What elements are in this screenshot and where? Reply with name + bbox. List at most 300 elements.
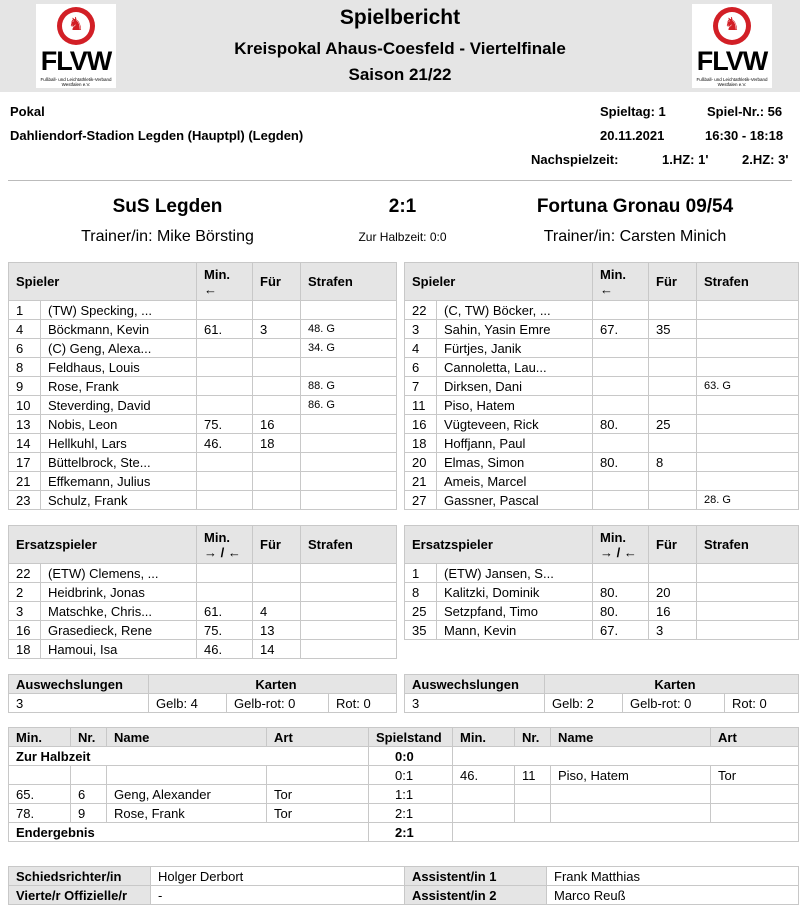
col-header-type: Art — [711, 728, 799, 747]
away-goal-minute — [453, 785, 515, 804]
home-goal-type — [267, 766, 369, 785]
officials-table — [8, 866, 799, 905]
player-penalty: 34. G — [301, 339, 397, 358]
yellow-red-count: Gelb-rot: 0 — [623, 694, 725, 713]
player-for — [253, 583, 301, 602]
player-row — [9, 415, 397, 434]
goal-score: 0:1 — [369, 766, 453, 785]
player-row — [9, 396, 397, 415]
player-penalty — [697, 320, 799, 339]
player-minute: 46. — [197, 434, 253, 453]
player-row — [405, 491, 799, 510]
col-header-min: Min. → / ← — [593, 526, 649, 564]
away-goal-minute: 46. — [453, 766, 515, 785]
logo-text: FLVW — [40, 46, 112, 76]
player-for — [649, 339, 697, 358]
player-name: (C) Geng, Alexa... — [41, 339, 197, 358]
assistant2-label: Assistent/in 2 — [405, 886, 547, 905]
player-penalty — [301, 358, 397, 377]
col-header-penalties: Strafen — [697, 263, 799, 301]
match-number: Spiel-Nr.: 56 — [707, 104, 783, 119]
final-row — [9, 823, 799, 842]
goal-row — [9, 785, 799, 804]
player-minute — [197, 396, 253, 415]
yellow-count: Gelb: 2 — [545, 694, 623, 713]
yellow-red-count: Gelb-rot: 0 — [227, 694, 329, 713]
player-row — [9, 301, 397, 320]
player-row — [9, 583, 397, 602]
player-for — [253, 301, 301, 320]
halftime-label: Zur Halbzeit — [9, 747, 369, 766]
player-for — [649, 358, 697, 377]
player-minute — [593, 564, 649, 583]
page-title: Spielbericht — [339, 6, 461, 29]
player-row — [405, 583, 799, 602]
player-for — [649, 472, 697, 491]
player-number: 8 — [9, 358, 41, 377]
logo-subtitle: Fußball- und Leichtathletik-Verband Westfalen e.V. — [40, 77, 112, 87]
player-penalty — [697, 564, 799, 583]
player-penalty — [697, 453, 799, 472]
halftime-score: Zur Halbzeit: 0:0 — [358, 230, 447, 244]
player-number: 20 — [405, 453, 437, 472]
horse-icon: ♞ — [57, 7, 95, 45]
home-goal-type: Tor — [267, 804, 369, 823]
player-minute: 80. — [593, 583, 649, 602]
goal-score: 2:1 — [369, 804, 453, 823]
away-goal-minute — [453, 804, 515, 823]
player-for — [253, 453, 301, 472]
player-for — [253, 377, 301, 396]
player-for: 16 — [253, 415, 301, 434]
player-number: 1 — [9, 301, 41, 320]
player-row — [9, 358, 397, 377]
player-name: Matschke, Chris... — [41, 602, 197, 621]
home-goal-number — [71, 766, 107, 785]
home-goal-type: Tor — [267, 785, 369, 804]
extra-time-second-half: 2.HZ: 3' — [742, 152, 789, 167]
player-number: 21 — [405, 472, 437, 491]
player-for: 35 — [649, 320, 697, 339]
player-number: 6 — [9, 339, 41, 358]
away-goal-number — [515, 804, 551, 823]
player-for: 8 — [649, 453, 697, 472]
player-minute — [197, 453, 253, 472]
home-goal-minute: 78. — [9, 804, 71, 823]
away-team: Fortuna Gronau 09/54 — [536, 196, 734, 217]
player-name: Elmas, Simon — [437, 453, 593, 472]
col-header-substitutes: Ersatzspieler — [405, 526, 593, 564]
player-row — [405, 434, 799, 453]
player-penalty — [697, 358, 799, 377]
player-name: Fürtjes, Janik — [437, 339, 593, 358]
player-for — [253, 564, 301, 583]
player-penalty — [301, 491, 397, 510]
player-minute: 46. — [197, 640, 253, 659]
away-goal-player — [551, 804, 711, 823]
away-cards-summary — [404, 674, 799, 713]
player-name: (C, TW) Böcker, ... — [437, 301, 593, 320]
player-name: Büttelbrock, Ste... — [41, 453, 197, 472]
away-goal-number — [515, 785, 551, 804]
player-row — [9, 491, 397, 510]
player-for — [649, 301, 697, 320]
logo-text: FLVW — [696, 46, 768, 76]
player-row — [9, 621, 397, 640]
red-count: Rot: 0 — [725, 694, 799, 713]
player-minute — [197, 377, 253, 396]
red-count: Rot: 0 — [329, 694, 397, 713]
fourth-official-label: Vierte/r Offizielle/r — [9, 886, 151, 905]
player-for: 25 — [649, 415, 697, 434]
player-minute — [197, 472, 253, 491]
player-name: Cannoletta, Lau... — [437, 358, 593, 377]
away-players-table — [404, 262, 799, 510]
player-row — [405, 415, 799, 434]
substitution-count: 3 — [9, 694, 149, 713]
player-name: Heidbrink, Jonas — [41, 583, 197, 602]
player-name: Rose, Frank — [41, 377, 197, 396]
season-title: Saison 21/22 — [348, 65, 452, 84]
final-score: 2:1 — [369, 823, 453, 842]
home-players-table — [8, 262, 397, 510]
fourth-official-name: - — [151, 886, 405, 905]
player-penalty — [301, 621, 397, 640]
home-coach: Trainer/in: Mike Börsting — [81, 228, 254, 245]
player-penalty — [301, 564, 397, 583]
player-row — [405, 396, 799, 415]
player-minute — [593, 434, 649, 453]
report-header — [0, 0, 800, 92]
player-number: 35 — [405, 621, 437, 640]
player-name: (ETW) Jansen, S... — [437, 564, 593, 583]
player-number: 3 — [405, 320, 437, 339]
player-row — [405, 453, 799, 472]
player-penalty: 86. G — [301, 396, 397, 415]
away-goal-type: Tor — [711, 766, 799, 785]
player-row — [405, 602, 799, 621]
player-for — [253, 396, 301, 415]
player-minute — [593, 358, 649, 377]
home-team: SuS Legden — [112, 196, 223, 217]
player-penalty: 28. G — [697, 491, 799, 510]
player-row — [405, 301, 799, 320]
player-minute: 75. — [197, 415, 253, 434]
player-penalty — [301, 602, 397, 621]
player-for: 4 — [253, 602, 301, 621]
goal-score: 1:1 — [369, 785, 453, 804]
player-penalty: 63. G — [697, 377, 799, 396]
player-row — [9, 339, 397, 358]
player-number: 8 — [405, 583, 437, 602]
player-for: 20 — [649, 583, 697, 602]
player-name: Kalitzki, Dominik — [437, 583, 593, 602]
player-minute: 75. — [197, 621, 253, 640]
player-for: 16 — [649, 602, 697, 621]
player-minute: 80. — [593, 453, 649, 472]
player-minute — [593, 377, 649, 396]
player-minute — [593, 301, 649, 320]
player-minute — [593, 472, 649, 491]
extra-time-first-half: 1.HZ: 1' — [662, 152, 709, 167]
col-header-player: Spieler — [9, 263, 197, 301]
player-penalty — [697, 621, 799, 640]
player-number: 18 — [9, 640, 41, 659]
player-penalty — [301, 301, 397, 320]
goal-row — [9, 766, 799, 785]
col-header-type: Art — [267, 728, 369, 747]
col-header-for: Für — [649, 263, 697, 301]
col-header-player: Spieler — [405, 263, 593, 301]
player-name: Vügteveen, Rick — [437, 415, 593, 434]
col-header-score: Spielstand — [369, 728, 453, 747]
extra-time-label: Nachspielzeit: — [531, 152, 619, 167]
header-substitutions: Auswechslungen — [405, 675, 545, 694]
player-row — [9, 602, 397, 621]
player-minute — [593, 396, 649, 415]
player-row — [9, 472, 397, 491]
col-header-penalties: Strafen — [301, 263, 397, 301]
header-substitutions: Auswechslungen — [9, 675, 149, 694]
matchday: Spieltag: 1 — [600, 104, 666, 119]
col-header-name: Name — [551, 728, 711, 747]
player-number: 22 — [405, 301, 437, 320]
player-number: 11 — [405, 396, 437, 415]
player-penalty — [301, 640, 397, 659]
player-minute — [593, 491, 649, 510]
player-penalty — [301, 453, 397, 472]
halftime-score: 0:0 — [369, 747, 453, 766]
player-number: 10 — [9, 396, 41, 415]
player-for — [253, 472, 301, 491]
player-minute — [197, 358, 253, 377]
player-row — [9, 640, 397, 659]
player-penalty — [697, 339, 799, 358]
player-name: Piso, Hatem — [437, 396, 593, 415]
player-penalty — [697, 301, 799, 320]
player-minute: 67. — [593, 320, 649, 339]
player-number: 18 — [405, 434, 437, 453]
col-header-substitutes: Ersatzspieler — [9, 526, 197, 564]
player-number: 16 — [405, 415, 437, 434]
home-goal-player — [107, 766, 267, 785]
home-goal-minute: 65. — [9, 785, 71, 804]
player-for — [253, 339, 301, 358]
player-name: Schulz, Frank — [41, 491, 197, 510]
away-goal-type — [711, 785, 799, 804]
competition-title: Kreispokal Ahaus-Coesfeld - Viertelfinale — [234, 39, 566, 58]
away-goal-type — [711, 804, 799, 823]
player-penalty: 48. G — [301, 320, 397, 339]
player-name: Grasedieck, Rene — [41, 621, 197, 640]
player-for: 14 — [253, 640, 301, 659]
divider — [8, 180, 792, 181]
player-name: Ameis, Marcel — [437, 472, 593, 491]
player-name: Steverding, David — [41, 396, 197, 415]
player-for: 3 — [649, 621, 697, 640]
home-goal-number: 6 — [71, 785, 107, 804]
logo-subtitle: Fußball- und Leichtathletik-Verband Westfalen e.V. — [696, 77, 768, 87]
player-for — [649, 491, 697, 510]
referee-label: Schiedsrichter/in — [9, 867, 151, 886]
player-row — [9, 453, 397, 472]
player-minute — [593, 339, 649, 358]
player-row — [405, 320, 799, 339]
player-for — [253, 491, 301, 510]
player-number: 21 — [9, 472, 41, 491]
col-header-for: Für — [649, 526, 697, 564]
player-number: 27 — [405, 491, 437, 510]
player-name: Gassner, Pascal — [437, 491, 593, 510]
player-row — [405, 377, 799, 396]
player-for — [649, 564, 697, 583]
player-name: Sahin, Yasin Emre — [437, 320, 593, 339]
player-row — [9, 564, 397, 583]
player-name: Hellkuhl, Lars — [41, 434, 197, 453]
player-minute — [197, 339, 253, 358]
substitution-count: 3 — [405, 694, 545, 713]
player-number: 14 — [9, 434, 41, 453]
match-type: Pokal — [10, 104, 45, 119]
goal-row — [9, 804, 799, 823]
player-for — [649, 396, 697, 415]
player-row — [405, 621, 799, 640]
col-header-name: Name — [107, 728, 267, 747]
player-name: Hamoui, Isa — [41, 640, 197, 659]
home-cards-summary — [8, 674, 397, 713]
player-row — [9, 377, 397, 396]
player-penalty — [697, 602, 799, 621]
player-number: 1 — [405, 564, 437, 583]
player-number: 4 — [405, 339, 437, 358]
player-number: 2 — [9, 583, 41, 602]
player-name: (ETW) Clemens, ... — [41, 564, 197, 583]
player-for: 3 — [253, 320, 301, 339]
player-penalty — [301, 434, 397, 453]
col-header-min: Min. ← — [197, 263, 253, 301]
away-coach: Trainer/in: Carsten Minich — [543, 228, 727, 245]
player-number: 16 — [9, 621, 41, 640]
player-name: Feldhaus, Louis — [41, 358, 197, 377]
home-subs-table — [8, 525, 397, 659]
player-for: 18 — [253, 434, 301, 453]
final-label: Endergebnis — [9, 823, 369, 842]
player-minute: 61. — [197, 602, 253, 621]
player-row — [405, 339, 799, 358]
player-number: 9 — [9, 377, 41, 396]
assistant1-name: Frank Matthias — [547, 867, 799, 886]
player-penalty — [697, 583, 799, 602]
col-header-min: Min. — [453, 728, 515, 747]
player-minute: 67. — [593, 621, 649, 640]
player-minute: 80. — [593, 415, 649, 434]
player-minute — [197, 564, 253, 583]
player-number: 6 — [405, 358, 437, 377]
player-name: (TW) Specking, ... — [41, 301, 197, 320]
player-minute: 80. — [593, 602, 649, 621]
player-penalty — [697, 415, 799, 434]
assistant1-label: Assistent/in 1 — [405, 867, 547, 886]
col-header-min: Min. — [9, 728, 71, 747]
final-score: 2:1 — [388, 196, 417, 217]
player-penalty — [301, 472, 397, 491]
match-date: 20.11.2021 — [600, 128, 665, 143]
player-row — [9, 434, 397, 453]
venue: Dahliendorf-Stadion Legden (Hauptpl) (Legden) — [10, 128, 304, 143]
referee-name: Holger Derbort — [151, 867, 405, 886]
away-goal-number: 11 — [515, 766, 551, 785]
player-minute — [197, 491, 253, 510]
home-goal-minute — [9, 766, 71, 785]
header-cards: Karten — [149, 675, 397, 694]
col-header-nr: Nr. — [515, 728, 551, 747]
away-subs-table — [404, 525, 799, 640]
header-cards: Karten — [545, 675, 799, 694]
player-penalty — [301, 583, 397, 602]
player-number: 23 — [9, 491, 41, 510]
col-header-min: Min. ← — [593, 263, 649, 301]
col-header-nr: Nr. — [71, 728, 107, 747]
player-number: 4 — [9, 320, 41, 339]
yellow-count: Gelb: 4 — [149, 694, 227, 713]
col-header-for: Für — [253, 263, 301, 301]
player-penalty: 88. G — [301, 377, 397, 396]
player-name: Effkemann, Julius — [41, 472, 197, 491]
player-name: Nobis, Leon — [41, 415, 197, 434]
player-for — [253, 358, 301, 377]
away-goal-player — [551, 785, 711, 804]
player-penalty — [697, 472, 799, 491]
player-number: 25 — [405, 602, 437, 621]
col-header-penalties: Strafen — [301, 526, 397, 564]
player-name: Böckmann, Kevin — [41, 320, 197, 339]
player-minute — [197, 301, 253, 320]
horse-icon: ♞ — [713, 7, 751, 45]
home-goal-player: Geng, Alexander — [107, 785, 267, 804]
player-minute — [197, 583, 253, 602]
away-goal-player: Piso, Hatem — [551, 766, 711, 785]
player-for: 13 — [253, 621, 301, 640]
player-penalty — [697, 434, 799, 453]
player-name: Mann, Kevin — [437, 621, 593, 640]
home-goal-number: 9 — [71, 804, 107, 823]
player-number: 22 — [9, 564, 41, 583]
player-number: 17 — [9, 453, 41, 472]
player-name: Hoffjann, Paul — [437, 434, 593, 453]
player-row — [405, 564, 799, 583]
player-for — [649, 377, 697, 396]
goals-table — [8, 727, 799, 842]
player-penalty — [301, 415, 397, 434]
col-header-min: Min. → / ← — [197, 526, 253, 564]
halftime-row — [9, 747, 799, 766]
col-header-for: Für — [253, 526, 301, 564]
player-number: 7 — [405, 377, 437, 396]
col-header-penalties: Strafen — [697, 526, 799, 564]
player-penalty — [697, 396, 799, 415]
player-number: 13 — [9, 415, 41, 434]
player-row — [405, 472, 799, 491]
player-name: Dirksen, Dani — [437, 377, 593, 396]
player-for — [649, 434, 697, 453]
player-number: 3 — [9, 602, 41, 621]
player-name: Setzpfand, Timo — [437, 602, 593, 621]
player-row — [405, 358, 799, 377]
player-row — [9, 320, 397, 339]
player-minute: 61. — [197, 320, 253, 339]
flvw-logo-right — [692, 4, 772, 88]
home-goal-player: Rose, Frank — [107, 804, 267, 823]
